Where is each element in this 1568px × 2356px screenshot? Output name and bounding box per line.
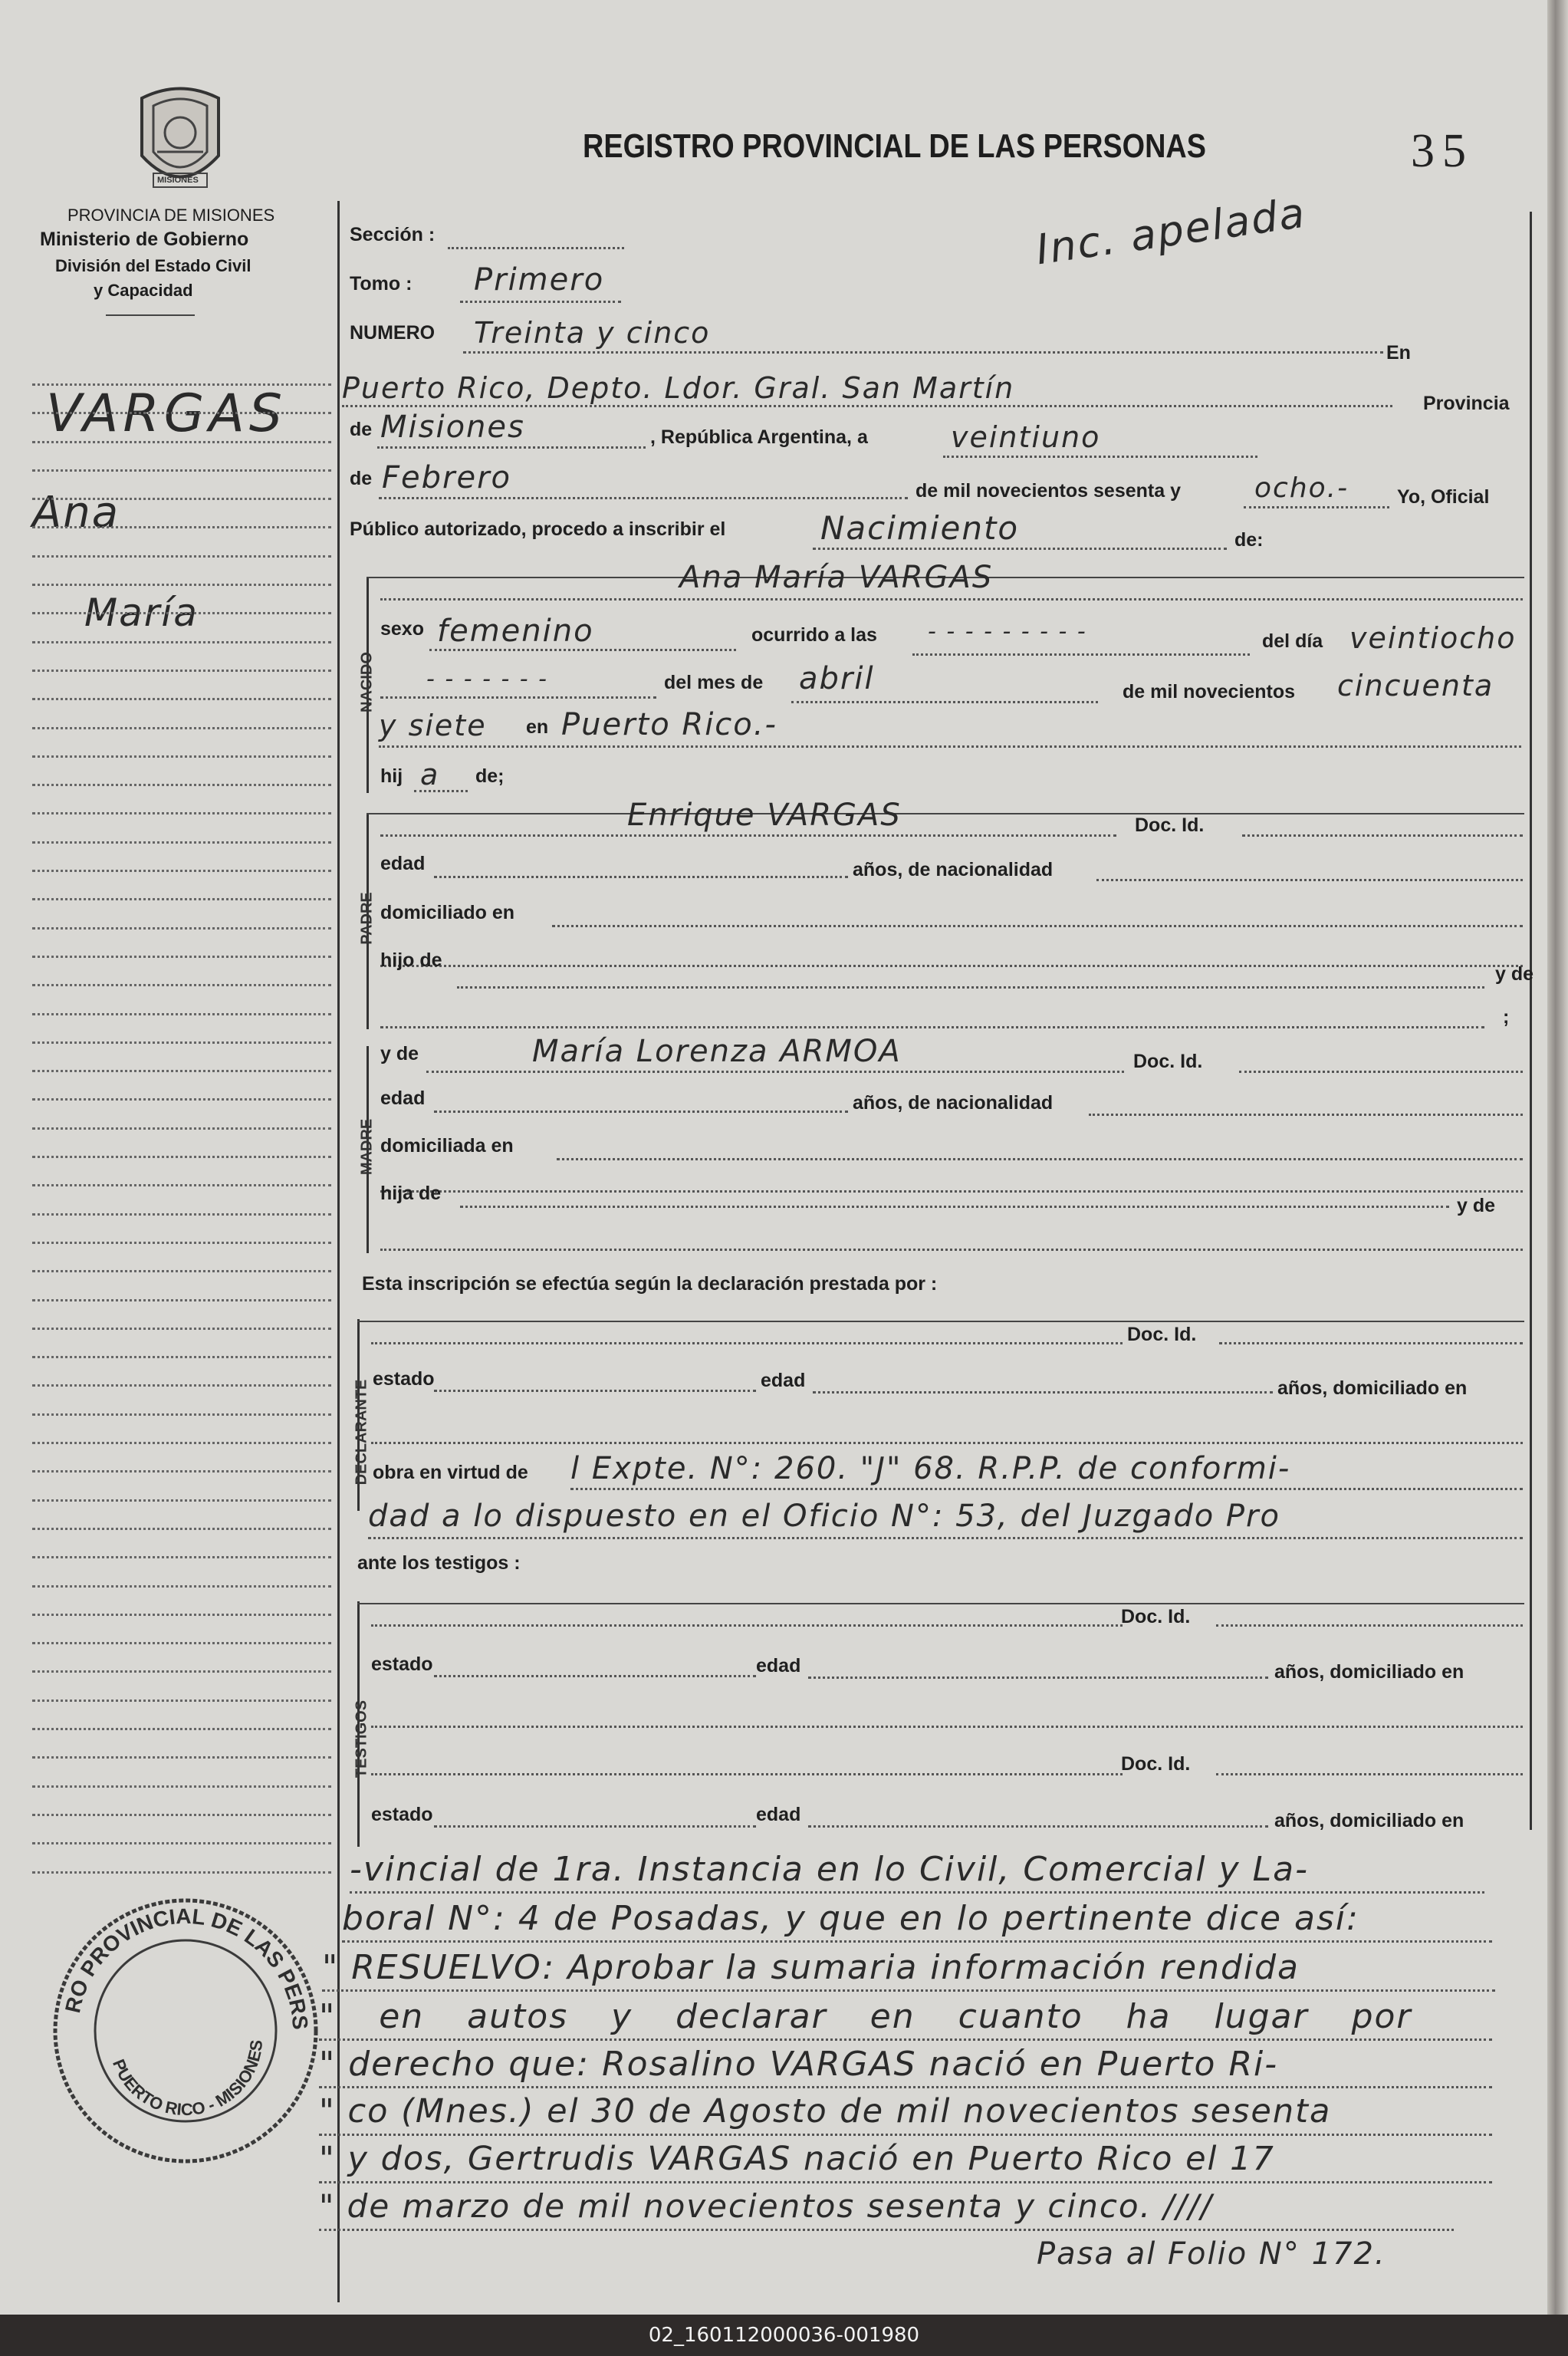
nacido-label: NACIDO [358,652,376,712]
declarante-edad-field [813,1391,1273,1394]
margin-rule [32,956,331,958]
tomo-label: Tomo : [350,273,413,294]
note-rule-5 [319,2086,1492,2088]
madre-y-de2-label: y de [1457,1195,1496,1216]
testigo2-doc-field [1216,1773,1523,1775]
nacido-nombre: Ana María VARGAS [679,560,994,595]
testigo1-estado-field [434,1675,756,1677]
margin-rule [32,1499,331,1502]
anio-nac-value-2: y siete [379,709,487,742]
margin-rule [32,498,331,500]
note-line-7: " y dos, Gertrudis VARGAS nació en Puerto Rico el 17 [319,2140,1275,2178]
margin-rule [32,812,331,814]
padre-line-b [380,1026,1484,1028]
margin-rule [32,1098,331,1101]
margin-rule [32,1156,331,1158]
padre-domicilio-field [552,925,1523,927]
de-label: de [350,419,373,440]
padre-nacionalidad-label: años, de nacionalidad [853,859,1054,880]
testigo1-line-a [371,1726,1523,1728]
margin-rule [32,1670,331,1673]
declarante-top-rule [357,1321,1524,1322]
margin-rule [32,1871,331,1874]
declarante-estado-label: estado [373,1368,435,1390]
sexo-label: sexo [380,618,424,640]
acto-value: Nacimiento [820,509,1020,547]
note-rule-2 [342,1940,1492,1943]
margin-rule [32,1614,331,1616]
lugar-nac-field [379,745,1521,748]
note-rule-4 [319,2038,1492,2041]
margin-rule [32,1585,331,1588]
svg-text:PUERTO RICO - MISIONES [109,2038,266,2119]
margin-rule [32,469,331,472]
republica-label: , República Argentina, a [650,426,868,448]
margin-rule [32,1756,331,1759]
del-dia-label: del día [1262,630,1323,652]
margin-rule [32,898,331,900]
madre-doc-field [1239,1071,1523,1073]
page-edge [1547,0,1568,2315]
margin-rule [32,784,331,786]
margin-rule [32,1299,331,1301]
margin-rule [32,612,331,614]
margin-rule [32,927,331,930]
margin-given-1: Ana [32,488,120,538]
anio-value: ocho.- [1254,472,1349,504]
margin-rule [32,1642,331,1644]
provincia-value: Misiones [380,410,525,445]
testigo2-edad-field [808,1825,1268,1828]
declarante-domicilio-label: años, domiciliado en [1277,1377,1468,1399]
lugar-field [342,405,1392,407]
margin-rule [32,698,331,700]
testigo2-estado-field [434,1825,756,1828]
obra-label: obra en virtud de [373,1462,528,1483]
note-rule-1 [350,1891,1484,1894]
ocurrido-field [912,653,1250,656]
tomo-value: Primero [474,262,605,298]
numero-value: Treinta y cinco [474,316,711,350]
acto-field [813,548,1227,550]
anio-nac-value-1: cincuenta [1337,669,1494,703]
sexo-field [429,649,736,651]
madre-y-de-label: y de [380,1043,419,1064]
de-mes-label: de [350,468,373,489]
margin-surname: VARGAS [46,383,288,444]
obra-line-1: l Expte. N°: 260. "J" 68. R.P.P. de conformi- [570,1451,1291,1486]
madre-domicilio-field [557,1158,1523,1160]
obra-line-2: dad a lo dispuesto en el Oficio N°: 53, del Juzgado Pro [368,1499,1280,1534]
org-line-1: PROVINCIA DE MISIONES [67,206,275,225]
declarante-estado-field [434,1390,756,1392]
lugar-value: Puerto Rico, Depto. Ldor. Gral. San Martín [342,371,1015,405]
margin-rule [32,727,331,729]
margin-rule [32,984,331,986]
padre-label: PADRE [358,892,376,945]
padre-doc-label: Doc. Id. [1135,814,1205,836]
testigos-top-rule [357,1603,1524,1604]
margin-rule [32,412,331,414]
publico-label: Público autorizado, procedo a inscribir el [350,518,726,540]
mes-dash-field [380,696,656,699]
padre-hijo-label: hijo de [380,949,442,971]
emblem-label: MISIONES [157,176,199,185]
margin-rule [32,1556,331,1558]
obra-field-1 [570,1488,1523,1490]
madre-nombre: María Lorenza ARMOA [532,1034,902,1069]
numero-label: NUMERO [350,322,436,344]
madre-edad-field [434,1111,848,1113]
margin-rule [32,1470,331,1472]
sexo-value: femenino [437,614,594,649]
note-line-4: " en autos y declarar en cuanto ha lugar por [319,1997,1412,2036]
madre-line-a [380,1190,1523,1193]
padre-line-a [380,965,1523,967]
padre-edad-label: edad [380,853,426,874]
margin-rule [32,1242,331,1244]
mes-dashes: - - - - - - - [426,666,548,693]
madre-hija-field [460,1206,1449,1208]
dia-field [943,456,1257,458]
mes-nac-value: abril [799,661,875,696]
margin-rule [32,1442,331,1444]
margin-rule [32,841,331,844]
dia-value: veintiuno [951,420,1101,454]
note-rule-3 [322,1989,1495,1992]
lugar-nac-value: Puerto Rico.- [561,707,777,742]
madre-line-b [380,1249,1523,1251]
margin-rule [32,870,331,872]
note-line-5: " derecho que: Rosalino VARGAS nació en Puerto Ri- [319,2045,1279,2084]
seccion-field [448,247,624,249]
margin-rule [32,526,331,528]
margin-rule [32,1328,331,1330]
signature-note: Inc. apelada [1033,188,1309,275]
declaracion-intro: Esta inscripción se efectúa según la declaración prestada por : [362,1273,938,1295]
madre-doc-label: Doc. Id. [1133,1051,1203,1072]
ante-label: ante los testigos : [357,1552,521,1574]
testigo2-doc-label: Doc. Id. [1121,1753,1191,1775]
margin-rule [32,1814,331,1816]
declarante-doc-label: Doc. Id. [1127,1324,1197,1345]
form-right-border [1530,212,1532,1830]
margin-rule [32,555,331,558]
madre-label: MADRE [358,1118,376,1176]
padre-semicolon: ; [1503,1006,1510,1028]
testigo1-estado-label: estado [371,1653,433,1675]
hij-label: hij [380,765,403,787]
note-line-1: -vincial de 1ra. Instancia en lo Civil, Comercial y La- [350,1850,1309,1889]
margin-rule [32,1184,331,1186]
mes-nac-field [791,701,1098,703]
declarante-doc-field [1219,1342,1523,1344]
org-divider [106,314,195,316]
mil-nac-label: de mil novecientos [1123,681,1296,703]
del-mes-label: del mes de [664,672,764,693]
margin-rule [32,1700,331,1702]
testigo2-estado-label: estado [371,1804,433,1825]
margin-divider [337,201,340,2302]
note-rule-7 [319,2181,1492,2183]
note-line-6: " co (Mnes.) el 30 de Agosto de mil novecientos sesenta [319,2092,1332,2131]
seccion-label: Sección : [350,224,436,245]
hij-value: a [420,758,440,791]
margin-rule [32,441,331,443]
madre-nombre-field [426,1071,1124,1073]
stamp-inner-text: PUERTO RICO - MISIONES [109,2038,267,2120]
testigo1-domicilio-label: años, domiciliado en [1274,1661,1464,1683]
page-number: 35 [1411,125,1474,177]
padre-nombre: Enrique VARGAS [627,798,902,833]
madre-domicilio-label: domiciliada en [380,1135,514,1157]
madre-nacionalidad-field [1089,1114,1523,1116]
margin-rule [32,1785,331,1788]
margin-rule [32,1013,331,1015]
margin-rule [32,1842,331,1844]
testigo1-edad-field [808,1677,1268,1679]
archive-caption: 02_160112000036-001980 [0,2315,1568,2356]
nacido-nombre-field [380,598,1523,601]
padre-nombre-field [380,834,1116,837]
declarante-label: DECLARANTE [353,1379,370,1486]
ocurrido-label: ocurrido a las [751,624,877,646]
margin-rule [32,1384,331,1387]
testigo1-doc-label: Doc. Id. [1121,1606,1191,1627]
testigo2-edad-label: edad [756,1804,801,1825]
registry-title: REGISTRO PROVINCIAL DE LAS PERSONAS [583,127,1206,165]
note-rule-8 [319,2229,1454,2231]
org-line-2: Ministerio de Gobierno [40,229,249,250]
note-rule-6 [319,2134,1492,2136]
anio-field [1244,506,1389,508]
yo-label: Yo, Oficial [1397,486,1490,508]
note-line-2: boral N°: 4 de Posadas, y que en lo pertinente dice así: [342,1899,1359,1938]
declarante-line-a [371,1442,1523,1444]
stamp-outer-text: RO PROVINCIAL DE LAS PERS [61,1904,313,2031]
margin-rule [32,383,331,386]
padre-y-de-label: y de [1495,963,1534,985]
de2-label: de: [1234,529,1264,551]
margin-rule [32,1041,331,1044]
margin-rule [32,670,331,672]
province-emblem [127,83,234,198]
margin-rule [32,1728,331,1730]
testigo1-nombre-field [371,1624,1123,1627]
declarante-edad-label: edad [761,1370,806,1391]
org-line-3: División del Estado Civil [55,256,251,275]
hij-de-label: de; [475,765,505,787]
margin-rule [32,1413,331,1416]
testigo2-nombre-field [371,1773,1123,1775]
padre-domicilio-label: domiciliado en [380,902,515,923]
numero-field [463,351,1383,354]
madre-nacionalidad-label: años, de nacionalidad [853,1092,1054,1114]
madre-edad-label: edad [380,1088,426,1109]
margin-rule [32,755,331,758]
pasa-folio-note: Pasa al Folio N° 172. [1037,2236,1386,2272]
note-line-8: " de marzo de mil novecientos sesenta y cinco. //// [319,2187,1213,2225]
testigo2-domicilio-label: años, domiciliado en [1274,1810,1464,1831]
margin-rule [32,584,331,586]
margin-rule [32,1356,331,1358]
padre-doc-field [1242,834,1523,837]
madre-hija-label: hija de [380,1183,442,1204]
provincia-label: Provincia [1423,393,1510,414]
padre-hijo-field [457,986,1484,989]
note-line-3: " RESUELVO: Aprobar la sumaria información rendida [322,1948,1300,1987]
en-label: En [1386,342,1411,364]
tomo-field [460,301,621,303]
round-stamp [48,1893,324,2169]
padre-edad-field [434,876,848,878]
margin-rule [32,641,331,643]
en-nac-label: en [526,716,549,738]
testigo1-doc-field [1216,1624,1523,1627]
hij-field [414,790,468,792]
margin-rule [32,1270,331,1272]
margin-rule [32,1213,331,1216]
testigos-label: TESTIGOS [353,1700,370,1779]
mil-label: de mil novecientos sesenta y [915,480,1181,502]
mes-value: Febrero [382,460,511,495]
ocurrido-value: - - - - - - - - - [928,618,1087,645]
margin-rule [32,1127,331,1130]
provincia-field [377,446,646,449]
dia-nac-value: veintiocho [1349,621,1517,655]
org-line-4: y Capacidad [94,281,193,300]
declarante-nombre-field [371,1342,1123,1344]
testigo1-edad-label: edad [756,1655,801,1677]
margin-rule [32,1528,331,1530]
margin-given-2: María [84,591,199,635]
obra-field-2 [368,1537,1523,1539]
padre-top-rule [367,813,1524,814]
margin-rule [32,1070,331,1072]
mes-field [379,497,908,499]
padre-nacionalidad-field [1096,879,1523,881]
